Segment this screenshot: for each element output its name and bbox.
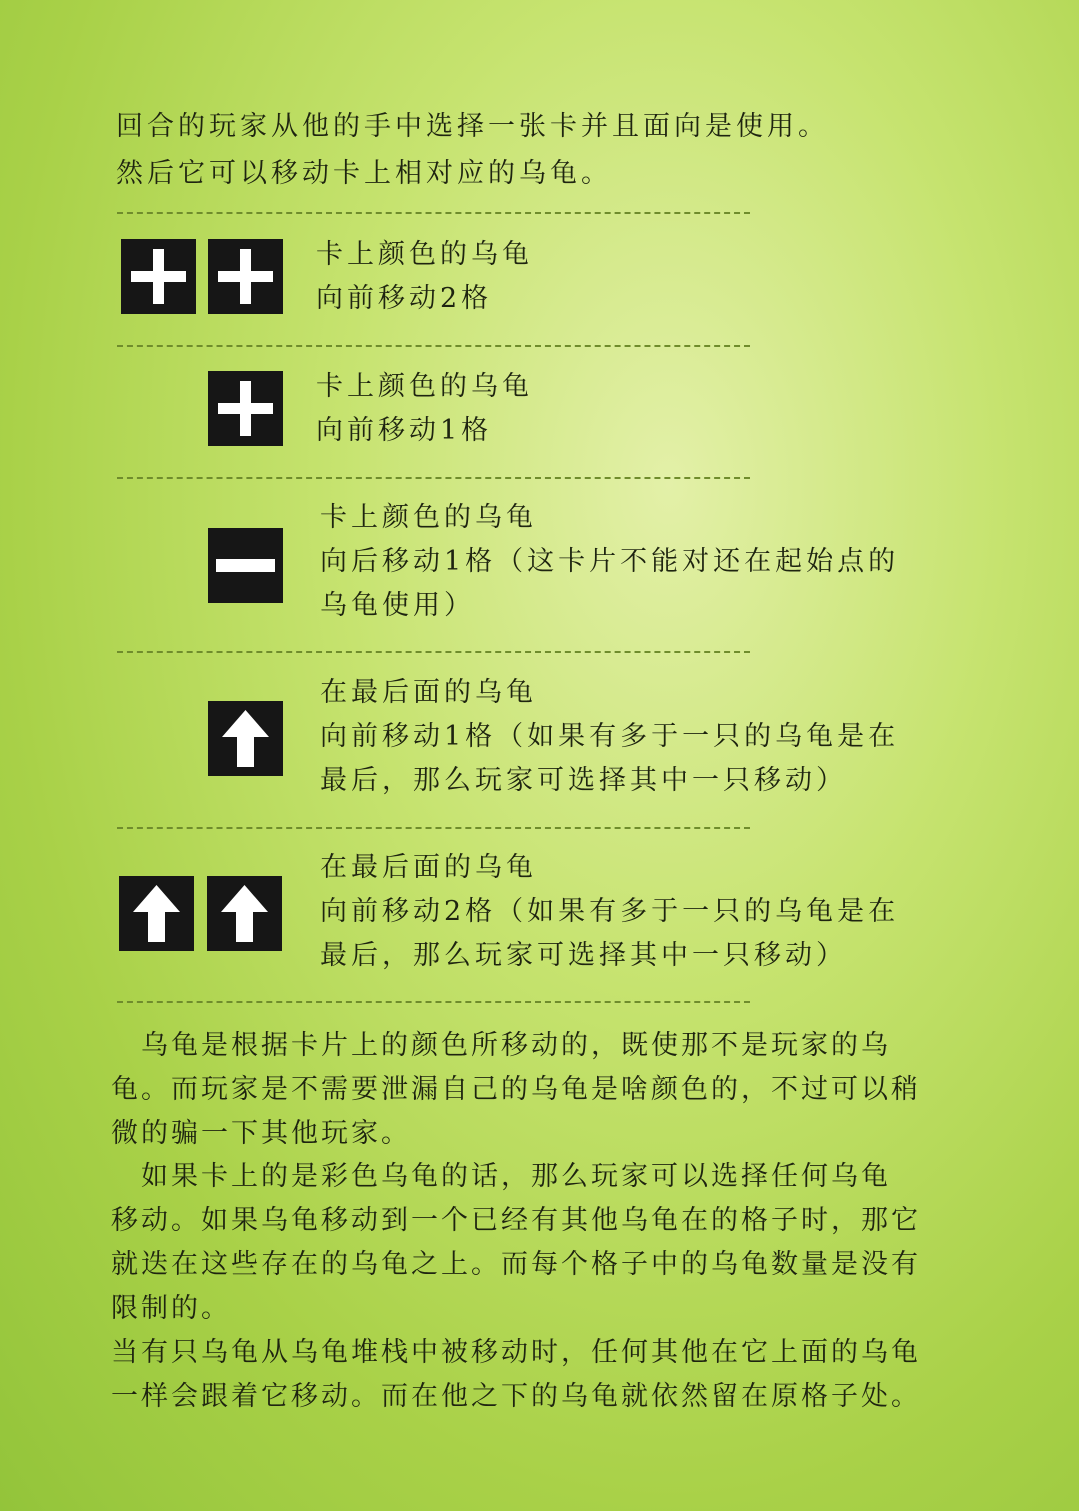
intro-text xyxy=(116,103,829,197)
card-line: 乌龟使用） xyxy=(320,590,475,621)
intro-line: 然后它可以移动卡上相对应的乌龟。 xyxy=(116,158,612,189)
rules-paragraph xyxy=(111,1155,971,1331)
paragraph-line: 龟。而玩家是不需要泄漏自己的乌龟是啥颜色的，不过可以稍 xyxy=(111,1074,921,1105)
paragraph-line: 限制的。 xyxy=(111,1293,231,1324)
card-description xyxy=(320,671,899,803)
dashed-divider xyxy=(117,477,750,479)
paragraph-line: 乌龟是根据卡片上的颜色所移动的，既使那不是玩家的乌 xyxy=(111,1030,891,1061)
rules-paragraph xyxy=(111,1024,971,1156)
card-line: 在最后面的乌龟 xyxy=(320,677,537,708)
paragraph-line: 一样会跟着它移动。而在他之下的乌龟就依然留在原格子处。 xyxy=(111,1381,921,1412)
paragraph-line: 当有只乌龟从乌龟堆栈中被移动时，任何其他在它上面的乌龟 xyxy=(111,1337,921,1368)
card-line: 最后，那么玩家可选择其中一只移动） xyxy=(320,940,847,971)
card-line: 最后，那么玩家可选择其中一只移动） xyxy=(320,765,847,796)
plus-icon xyxy=(208,371,283,446)
minus-icon xyxy=(208,528,283,603)
paragraph-line: 微的骗一下其他玩家。 xyxy=(111,1118,411,1149)
card-description xyxy=(316,365,533,453)
card-line: 向前移动2格（如果有多于一只的乌龟是在 xyxy=(320,896,900,927)
arrow-up-icon xyxy=(207,876,282,951)
plus-icon xyxy=(208,239,283,314)
arrow-up-icon xyxy=(208,701,283,776)
card-line: 向前移动1格（如果有多于一只的乌龟是在 xyxy=(320,721,900,752)
card-description xyxy=(316,233,533,321)
card-line: 向前移动1格 xyxy=(316,415,493,446)
card-description xyxy=(320,496,899,628)
dashed-divider xyxy=(117,212,750,214)
intro-line: 回合的玩家从他的手中选择一张卡并且面向是使用。 xyxy=(116,111,829,142)
card-line: 向前移动2格 xyxy=(316,283,493,314)
paragraph-line: 移动。如果乌龟移动到一个已经有其他乌龟在的格子时，那它 xyxy=(111,1205,921,1236)
dashed-divider xyxy=(117,651,750,653)
rules-paragraph xyxy=(111,1331,971,1419)
card-line: 向后移动1格（这卡片不能对还在起始点的 xyxy=(320,546,900,577)
card-line: 在最后面的乌龟 xyxy=(320,852,537,883)
card-line: 卡上颜色的乌龟 xyxy=(316,371,533,402)
plus-icon xyxy=(121,239,196,314)
card-line: 卡上颜色的乌龟 xyxy=(320,502,537,533)
paragraph-line: 如果卡上的是彩色乌龟的话，那么玩家可以选择任何乌龟 xyxy=(111,1161,891,1192)
dashed-divider xyxy=(117,1001,750,1003)
dashed-divider xyxy=(117,827,750,829)
arrow-up-icon xyxy=(119,876,194,951)
card-line: 卡上颜色的乌龟 xyxy=(316,239,533,270)
paragraph-line: 就迭在这些存在的乌龟之上。而每个格子中的乌龟数量是没有 xyxy=(111,1249,921,1280)
dashed-divider xyxy=(117,345,750,347)
card-description xyxy=(320,846,899,978)
